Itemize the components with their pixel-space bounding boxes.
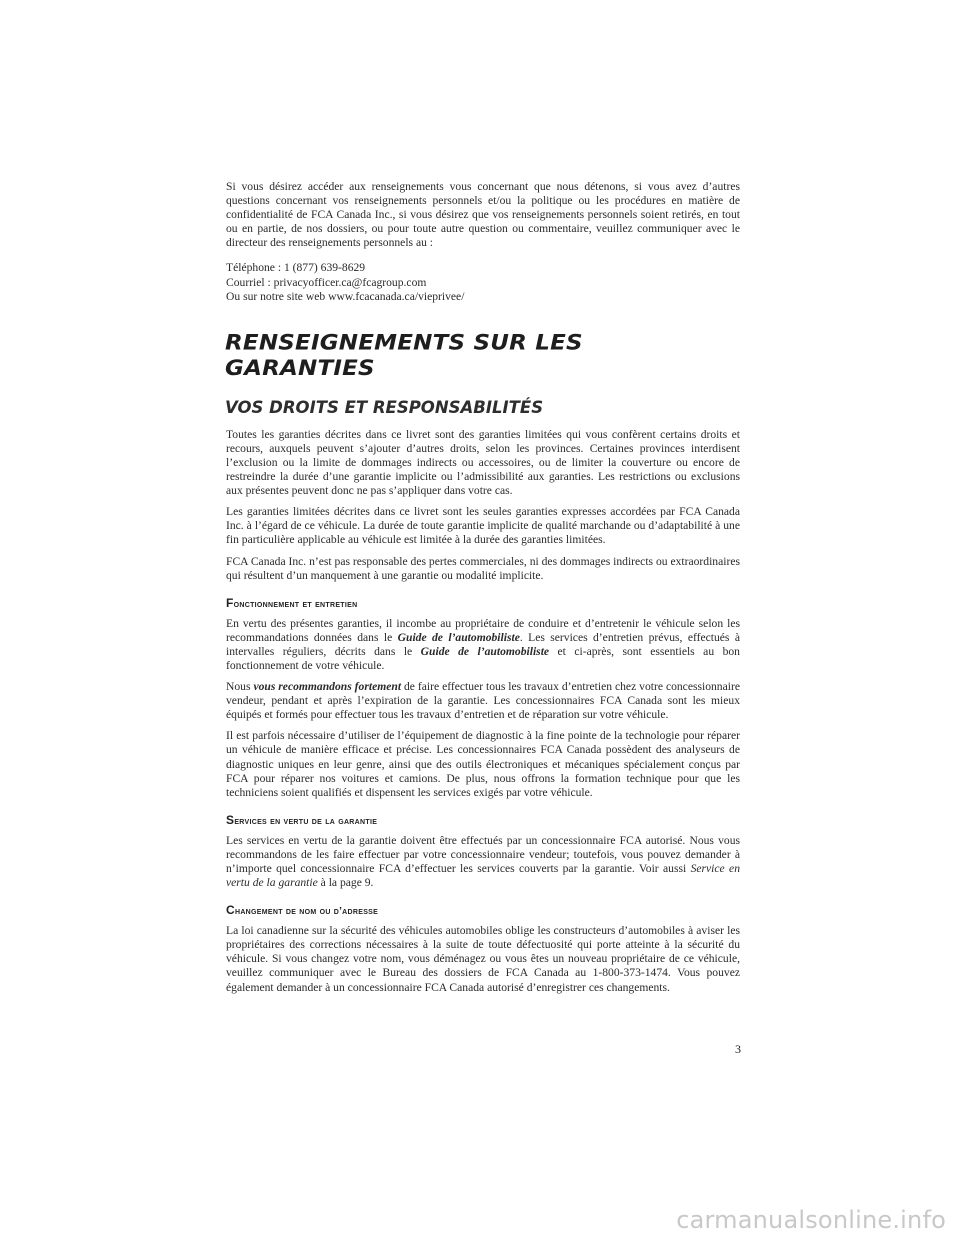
contact-web: Ou sur notre site web www.fcacanada.ca/vieprivee/ bbox=[226, 289, 465, 303]
text-run: de faire effectuer tous les travaux d’entretien chez votre concessionnaire vendeur, pendant et après l’expiration de la garantie. Les concessionnaires FCA Canada sont les mieux équipés et formés pour effectuer tous les travaux d’entretien et de réparation sur votre véhicule. bbox=[226, 680, 740, 722]
section-heading-address bbox=[226, 903, 740, 919]
main-heading: RENSEIGNEMENTS SUR LES GARANTIES bbox=[225, 330, 583, 381]
operation-paragraph-3: Il est parfois nécessaire d’utiliser de l’équipement de diagnostic à la fine pointe de la technologie pour réparer un véhicule de manière efficace et précise. Les concessionnaires FCA Canada possèdent des analyseurs de diagnostic uniques en leur genre, ainsi que des outils électroniques et mécaniques spécialement conçus par FCA pour réparer nos voitures et camions. De plus, nous offrons la formation technique pour que les techniciens soient qualifiés et dispensent les services exigés par votre véhicule. bbox=[226, 729, 740, 799]
heading-rest: hangement de nom ou d’adresse bbox=[234, 906, 379, 918]
page-number: 3 bbox=[735, 1042, 741, 1056]
heading-initial: S bbox=[226, 812, 235, 827]
heading-initial: F bbox=[226, 595, 234, 610]
text-run: En vertu des présentes garanties, il incombe au propriétaire de conduire et d’entretenir le véhicule selon les recommandations données dans le bbox=[226, 616, 740, 644]
emphasis-text: vous recommandons fortement bbox=[253, 680, 402, 694]
rights-paragraph-2: Les garanties limitées décrites dans ce livret sont les seules garanties expresses accordées par FCA Canada Inc. à l’égard de ce véhicule. La durée de toute garantie implicite de qualité marchande ou d’adaptabilité à une fin particulière applicable au véhicule est limitée à la durée des garanties limitées. bbox=[226, 505, 740, 547]
text-run: à la page 9. bbox=[317, 876, 374, 890]
cross-reference: Service en vertu de la garantie bbox=[226, 862, 740, 890]
text-run: . Les services d’entretien prévus, effectués à intervalles réguliers, décrits dans le bbox=[226, 630, 740, 658]
text-run: et ci-après, sont essentiels au bon fonctionnement de votre véhicule. bbox=[226, 644, 740, 672]
rights-paragraph-1: Toutes les garanties décrites dans ce livret sont des garanties limitées qui vous confèrent certains droits et recours, auxquels peuvent s’ajouter d’autres droits, selon les provinces. Certaines provinces interdisent l’exclusion ou la limite de dommages indirects ou accessoires, ou de limiter la couverture ou encore de restreindre la durée d’une garantie implicite ou l’admissibilité aux garanties. Les restrictions ou exclusions aux présentes peuvent donc ne pas s’appliquer dans votre cas. bbox=[226, 427, 740, 498]
heading-rest: ervices en vertu de la garantie bbox=[234, 815, 378, 827]
contact-email: Courriel : privacyofficer.ca@fcagroup.com bbox=[226, 275, 427, 289]
services-paragraph-1 bbox=[226, 834, 740, 890]
intro-paragraph: Si vous désirez accéder aux renseignements vous concernant que nous détenons, si vous avez d’autres questions concernant vos renseignements personnels et/ou la politique ou les procédures en matière de confidentialité de FCA Canada Inc., si vous désirez que vos renseignements personnels soient retirés, en tout ou en partie, de nos dossiers, ou pour toute autre question ou commentaire, veuillez communiquer avec le directeur des renseignements personnels au : bbox=[226, 180, 740, 250]
heading-initial: C bbox=[226, 903, 235, 918]
operation-paragraph-2 bbox=[226, 680, 740, 722]
contact-phone: Téléphone : 1 (877) 639-8629 bbox=[226, 261, 366, 275]
section-heading-services bbox=[226, 813, 740, 829]
owner-guide-ref: Guide de l’automobiliste bbox=[397, 630, 520, 644]
rights-paragraph-3: FCA Canada Inc. n’est pas responsable des pertes commerciales, ni des dommages indirects ou extraordinaires qui résultent d’un manquement à une garantie ou modalité implicite. bbox=[226, 554, 740, 582]
sub-heading: VOS DROITS ET RESPONSABILITÉS bbox=[225, 397, 544, 417]
operation-paragraph-1 bbox=[226, 617, 740, 673]
document-page bbox=[226, 180, 740, 1002]
text-run: Les services en vertu de la garantie doivent être effectués par un concessionnaire FCA autorisé. Nous vous recommandons de les faire effectuer par votre concessionnaire vendeur; toutefois, vous pouvez demander à n’importe quel concessionnaire FCA d’effectuer les services couverts par la garantie. Voir aussi bbox=[226, 833, 740, 875]
watermark: carmanualsonline.info bbox=[676, 1206, 946, 1234]
contact-block bbox=[226, 261, 740, 303]
section-heading-operation bbox=[226, 596, 740, 612]
text-run: Nous bbox=[226, 680, 254, 694]
owner-guide-ref: Guide de l’automobiliste bbox=[420, 644, 550, 658]
address-paragraph-1: La loi canadienne sur la sécurité des véhicules automobiles oblige les constructeurs d’automobiles à aviser les propriétaires des corrections nécessaires à la suite de toute défectuosité qui porte atteinte à la sécurité du véhicule. Si vous changez votre nom, vous déménagez ou vous êtes un nouveau propriétaire de ce véhicule, veuillez communiquer avec le Bureau des dossiers de FCA Canada au 1-800-373-1474. Vous pouvez également demander à un concessionnaire FCA Canada autorisé d’enregistrer ces changements. bbox=[226, 924, 740, 994]
heading-rest: onctionnement et entretien bbox=[233, 598, 358, 610]
